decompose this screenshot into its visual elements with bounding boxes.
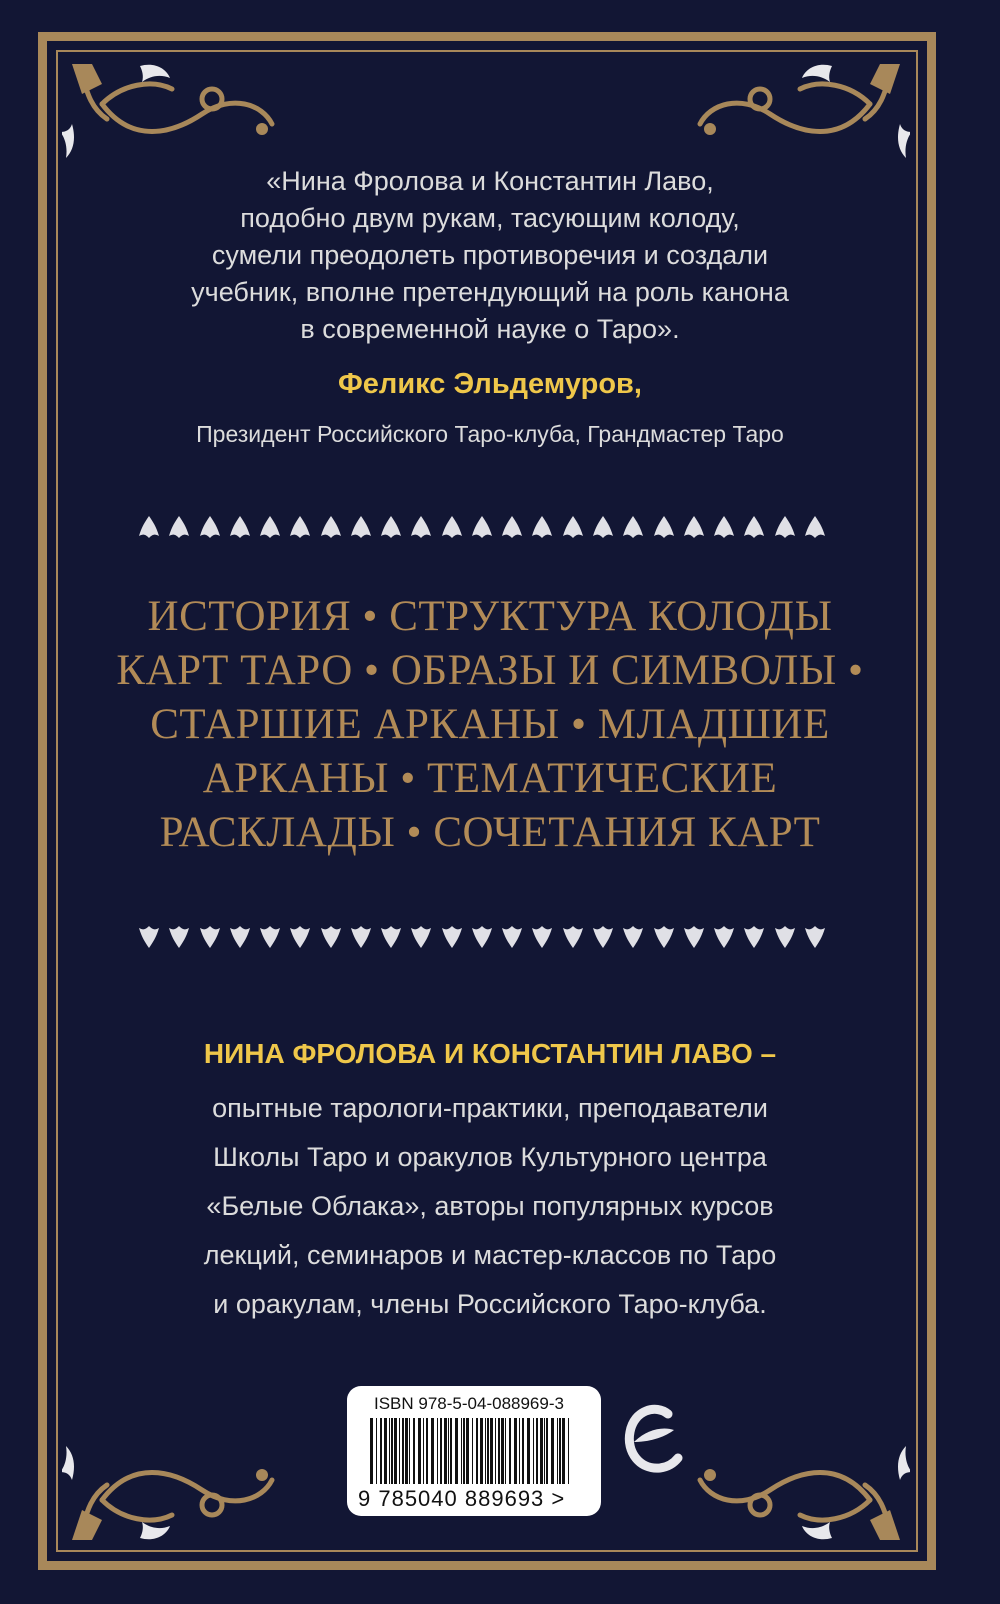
topic-line: СТАРШИЕ АРКАНЫ • МЛАДШИЕ (150, 701, 830, 748)
flower-divider-bottom (137, 924, 827, 954)
bio-line: и оракулам, члены Российского Таро-клуба. (213, 1289, 767, 1319)
bell-flower-icon (228, 924, 252, 950)
quote-line: учебник, вполне претендующий на роль канона (191, 277, 789, 307)
bell-flower-icon (167, 924, 191, 950)
bell-flower-icon (319, 924, 343, 950)
bell-flower-icon (228, 514, 252, 540)
barcode-bar (498, 1418, 500, 1484)
barcode-bar (544, 1418, 545, 1484)
barcode-bar (505, 1418, 506, 1484)
barcode-bar (461, 1418, 462, 1484)
barcode-bar (391, 1418, 393, 1484)
barcode-bar (536, 1418, 538, 1484)
bell-flower-icon (198, 514, 222, 540)
barcode-bar (472, 1418, 473, 1484)
bell-flower-icon (561, 514, 585, 540)
authors-bio (70, 1084, 910, 1329)
barcode-bar (501, 1418, 504, 1484)
bell-flower-icon (379, 514, 403, 540)
barcode-bar (568, 1418, 569, 1484)
barcode-bar (423, 1418, 424, 1484)
barcode-digits: 9 785040 889693 > (358, 1486, 566, 1511)
bell-flower-icon (712, 924, 736, 950)
barcode-bar (431, 1418, 434, 1484)
barcode-bar (546, 1418, 548, 1484)
barcode-bar (540, 1418, 543, 1484)
bell-flower-icon (470, 514, 494, 540)
barcode-bar (437, 1418, 438, 1484)
barcode-bar (389, 1418, 390, 1484)
bell-flower-icon (137, 514, 161, 540)
bell-flower-icon (591, 924, 615, 950)
barcode-bar (551, 1418, 554, 1484)
barcode-bar (495, 1418, 496, 1484)
barcode-bar (559, 1418, 561, 1484)
bell-flower-icon (803, 514, 827, 540)
flower-divider-top (137, 514, 827, 544)
barcode-bar (514, 1418, 517, 1484)
bell-flower-icon (742, 924, 766, 950)
bell-flower-icon (258, 514, 282, 540)
bell-flower-icon (137, 924, 161, 950)
bell-flower-icon (319, 514, 343, 540)
bio-line: Школы Таро и оракулов Культурного центра (213, 1142, 767, 1172)
barcode-bar (440, 1418, 442, 1484)
barcode-bar (426, 1418, 428, 1484)
barcode-bar (466, 1418, 469, 1484)
quote-block (70, 163, 910, 348)
barcode-bar (463, 1418, 465, 1484)
barcode-bars-icon (368, 1418, 574, 1484)
topic-line: РАСКЛАДЫ • СОЧЕТАНИЯ КАРТ (159, 809, 821, 856)
topic-line: КАРТ ТАРО • ОБРАЗЫ И СИМВОЛЫ • (116, 647, 864, 694)
bell-flower-icon (621, 924, 645, 950)
barcode-bar (562, 1418, 565, 1484)
bio-line: лекций, семинаров и мастер-классов по Таро (203, 1240, 777, 1270)
bio-line: «Белые Облака», авторы популярных курсов (206, 1191, 774, 1221)
corner-ornament-icon (62, 1430, 292, 1550)
bell-flower-icon (652, 924, 676, 950)
barcode-bar (402, 1418, 404, 1484)
bell-flower-icon (773, 924, 797, 950)
barcode-bar (527, 1418, 530, 1484)
eksmo-logo-icon (622, 1400, 684, 1480)
quote-line: подобно двум рукам, тасующим колоду, (240, 203, 740, 233)
bell-flower-icon (682, 514, 706, 540)
bell-flower-icon (621, 514, 645, 540)
barcode-bar (413, 1418, 415, 1484)
barcode-bar (509, 1418, 511, 1484)
corner-ornament-icon (62, 54, 292, 174)
barcode-bar (384, 1418, 387, 1484)
authors-title: НИНА ФРОЛОВА И КОНСТАНТИН ЛАВО – (203, 1038, 777, 1069)
barcode-bar (405, 1418, 408, 1484)
quote-author: Феликс Эльдемуров, (338, 368, 642, 400)
bell-flower-icon (500, 514, 524, 540)
quote-line: «Нина Фролова и Константин Лаво, (266, 166, 714, 196)
corner-ornament-icon (680, 54, 910, 174)
barcode-bar (394, 1418, 397, 1484)
barcode-bar (476, 1418, 478, 1484)
barcode-bar (380, 1418, 382, 1484)
barcode-bar (455, 1418, 458, 1484)
bell-flower-icon (742, 514, 766, 540)
bell-flower-icon (349, 514, 373, 540)
barcode-bar (448, 1418, 449, 1484)
barcode-bar (533, 1418, 534, 1484)
topics-list (70, 590, 910, 860)
bell-flower-icon (198, 924, 222, 950)
corner-ornament-icon (680, 1430, 910, 1550)
bell-flower-icon (591, 514, 615, 540)
barcode-bar (480, 1418, 483, 1484)
barcode-bar (376, 1418, 377, 1484)
barcode-bar (418, 1418, 421, 1484)
bell-flower-icon (379, 924, 403, 950)
bell-flower-icon (409, 924, 433, 950)
bell-flower-icon (409, 514, 433, 540)
barcode-bar (399, 1418, 400, 1484)
bell-flower-icon (288, 924, 312, 950)
barcode-bar (487, 1418, 489, 1484)
topic-line: АРКАНЫ • ТЕМАТИЧЕСКИЕ (202, 755, 778, 802)
bell-flower-icon (712, 514, 736, 540)
bell-flower-icon (288, 514, 312, 540)
bell-flower-icon (530, 924, 554, 950)
barcode-bar (557, 1418, 558, 1484)
quote-author-role: Президент Российского Таро-клуба, Грандмастер Таро (196, 421, 784, 447)
bell-flower-icon (561, 924, 585, 950)
bell-flower-icon (652, 514, 676, 540)
barcode-bar (519, 1418, 520, 1484)
bell-flower-icon (440, 514, 464, 540)
bell-flower-icon (682, 924, 706, 950)
barcode-bar (490, 1418, 493, 1484)
barcode-bar (409, 1418, 410, 1484)
barcode-bar (450, 1418, 452, 1484)
isbn-label: ISBN 978-5-04-088969-3 (374, 1394, 564, 1413)
barcode-bar (522, 1418, 524, 1484)
topic-line: ИСТОРИЯ • СТРУКТУРА КОЛОДЫ (147, 593, 833, 640)
bell-flower-icon (773, 514, 797, 540)
barcode-bar (485, 1418, 486, 1484)
bell-flower-icon (349, 924, 373, 950)
bell-flower-icon (167, 514, 191, 540)
bell-flower-icon (500, 924, 524, 950)
barcode-bar (370, 1418, 373, 1484)
bio-line: опытные тарологи-практики, преподаватели (212, 1093, 768, 1123)
quote-line: в современной науке о Таро». (300, 314, 680, 344)
bell-flower-icon (530, 514, 554, 540)
bell-flower-icon (803, 924, 827, 950)
quote-line: сумели преодолеть противоречия и создали (211, 240, 769, 270)
bell-flower-icon (258, 924, 282, 950)
bell-flower-icon (440, 924, 464, 950)
bell-flower-icon (470, 924, 494, 950)
barcode-bar (444, 1418, 447, 1484)
